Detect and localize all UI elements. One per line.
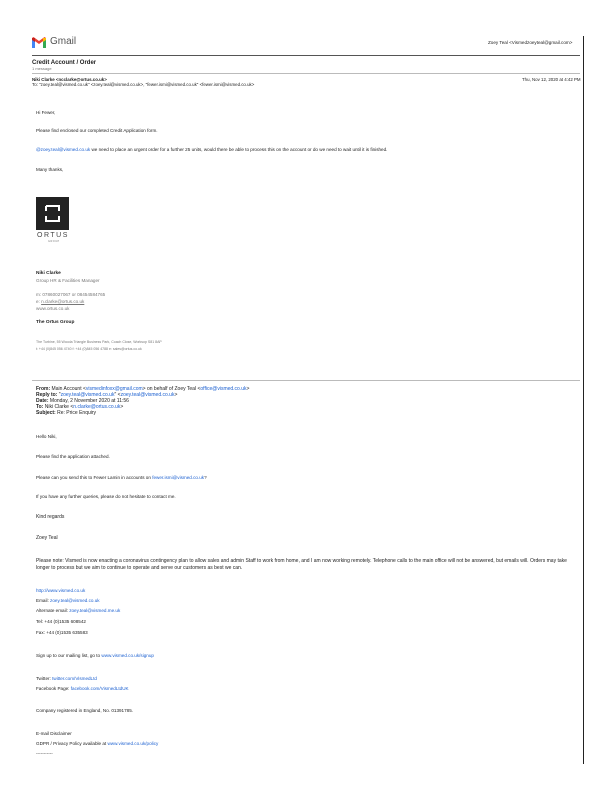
twitter-link[interactable]: twitter.com/VismedLtd: [52, 676, 97, 681]
fax: Fax: +44 (0)1535 635583: [36, 630, 88, 635]
sig-company: The Ortus Group: [36, 320, 75, 325]
signup-line: Sign up to our mailing list, go to www.vismed.co.uk/signup: [36, 653, 154, 658]
sig-contact: t: +44 (0)845 056 4740 f: +44 (0)845 056 4788 e: sales@ortus.co.uk: [36, 347, 142, 351]
body-line-1: Please find enclosed our completed Credit Application form.: [36, 128, 158, 133]
disclaimer-title: E-mail Disclaimer: [36, 731, 72, 736]
ortus-logo: [36, 197, 69, 230]
ortus-wordmark: ORTUS: [37, 232, 69, 239]
fwd-to: To: Niki Clarke <n.clarke@ortus.co.uk>: [36, 404, 124, 410]
fwd-from-link2[interactable]: office@vismed.co.uk: [200, 386, 247, 392]
fwd-from: From: Main Account <vismedinfoxx@gmail.com> on behalf of Zoey Teal <office@vismed.co.uk>: [36, 386, 250, 392]
recipients: To: "zoey.teal@vismed.co.uk" <zoey.teal@vismed.co.uk>, "fewer.ismi@vismed.co.uk" <fewer.ismi@vismed.co.uk>: [32, 82, 255, 87]
message-date: Thu, Nov 12, 2020 at 4:42 PM: [522, 77, 581, 82]
alt-email-link[interactable]: zoey.teal@vismed.me.uk: [69, 608, 121, 613]
fwd-reply-link2[interactable]: zoey.teal@vismed.co.uk: [120, 392, 175, 398]
tel: Tel: +44 (0)1535 608542: [36, 619, 86, 624]
greeting: Hi Fewer,: [36, 110, 56, 115]
body-line-2: @zoey.teal@vismed.co.uk we need to place an urgent order for a further 25 units, would there be able to process this on the account or do we need to wait until it is finished.: [36, 147, 388, 152]
contact-email-link[interactable]: zoey.teal@vismed.co.uk: [50, 598, 100, 603]
alt-email: Alternate email: zoey.teal@vismed.me.uk: [36, 608, 121, 613]
quote-divider: [32, 380, 580, 381]
facebook-line: Facebook Page: facebook.com/VismedLtdUK: [36, 686, 129, 691]
twitter-line: Twitter: twitter.com/VismedLtd: [36, 676, 97, 681]
subject-divider: [32, 73, 580, 74]
further-line: If you have any further queries, please do not hesitate to contact me.: [36, 494, 176, 499]
attached-line: Please find the application attached.: [36, 454, 110, 459]
ortus-sub: GROUP: [48, 240, 60, 243]
send-line: Please can you send this to Fewer Lamin in accounts on fewer.ismi@vismed.co.uk?: [36, 475, 207, 480]
fwd-reply-link[interactable]: zoey.teal@vismed.co.uk: [60, 392, 115, 398]
message-count: 1 message: [32, 66, 52, 71]
sig-email-link[interactable]: n.clarke@ortus.co.uk: [41, 299, 85, 304]
thanks: Many thanks,: [36, 167, 64, 172]
contact-email: Email: zoey.teal@vismed.co.uk: [36, 598, 100, 603]
sig-address: The Turbine, 55 Wooda Triangle Business Park, Coach Close, Worksop S81 8AP: [36, 340, 162, 344]
site-link[interactable]: http://www.vismed.co.uk: [36, 588, 86, 593]
sender-name: Zoey Teal: [36, 535, 58, 541]
fwd-subject: Subject: Re: Price Enquiry: [36, 410, 97, 416]
thread-subject: Credit Account / Order: [32, 60, 97, 66]
company-reg: Company registered in England, No. 01391785.: [36, 708, 134, 713]
sig-phone: m: 07860027067 or 08454584765: [36, 292, 106, 297]
ortus-square-icon: [36, 197, 69, 230]
fwd-date: Date: Monday, 2 November 2020 at 11:56: [36, 398, 129, 404]
account-label: Zoey Teal <Vismedzoeyteal@gmail.com>: [488, 40, 573, 45]
sender: Niki Clarke <ncclarke@ortus.co.uk>: [32, 77, 107, 82]
sig-email: e: n.clarke@ortus.co.uk: [36, 299, 85, 304]
covid-note: Please note: Vismed is now enacting a coronavirus contingency plan to allow sales and admin Staff to work from home, and I am now working remotely. Telephone calls to the main office will not be answered, but emails will. Orders may take longer to process but we aim to continue to operate and serve our customers as best we can.: [36, 558, 567, 571]
sig-role: Group HR & Facilities Manager: [36, 278, 100, 283]
right-border: [583, 36, 584, 764]
facebook-link[interactable]: facebook.com/VismedLtdUK: [70, 686, 129, 691]
gmail-wordmark: Gmail: [50, 36, 77, 47]
gdpr-link[interactable]: www.vismed.co.uk/policy: [107, 741, 159, 746]
send-link[interactable]: fewer.ismi@vismed.co.uk: [152, 475, 205, 480]
sig-name: Niki Clarke: [36, 271, 61, 276]
fwd-from-link[interactable]: vismedinfoxx@gmail.com: [85, 386, 143, 392]
fwd-to-link[interactable]: n.clarke@ortus.co.uk: [73, 404, 121, 410]
signup-link[interactable]: www.vismed.co.uk/signup: [101, 653, 154, 658]
hello: Hello Niki,: [36, 434, 57, 439]
top-divider: [32, 55, 580, 56]
mention-link[interactable]: @zoey.teal@vismed.co.uk: [36, 147, 91, 152]
dashes: -----------: [36, 751, 53, 756]
gmail-m-icon: [32, 37, 46, 48]
fwd-reply: Reply to: "zoey.teal@vismed.co.uk" <zoey.teal@vismed.co.uk>: [36, 392, 178, 398]
sig-web[interactable]: www.ortus.co.uk: [36, 306, 70, 311]
gdpr-line: GDPR / Privacy Policy available at www.vismed.co.uk/policy: [36, 741, 159, 746]
gmail-logo[interactable]: [32, 36, 92, 50]
regards: Kind regards: [36, 514, 65, 520]
